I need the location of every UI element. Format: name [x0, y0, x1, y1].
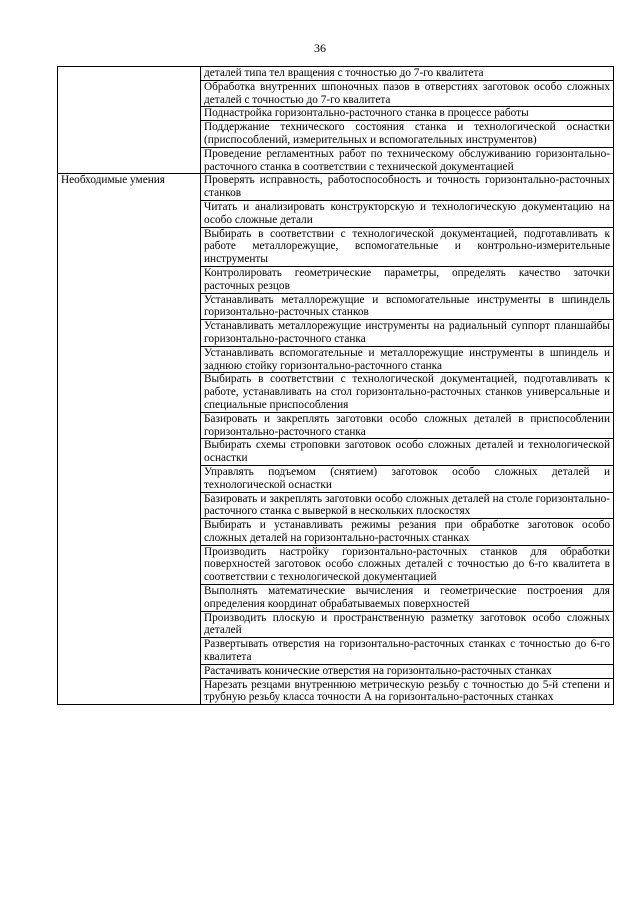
skill-cell: Устанавливать вспомогательные и металлорежущие инструменты в шпиндель и заднюю стойку горизонтально-расточного станка [201, 346, 614, 373]
skill-cell: Контролировать геометрические параметры, определять качество заточки расточных резцов [201, 266, 614, 293]
skill-cell: Выбирать в соответствии с технологической документацией, подготавливать к работе, устанавливать на стол горизонтально-расточных станков универсальные и специальные приспособления [201, 373, 614, 412]
skill-cell: Устанавливать металлорежущие и вспомогательные инструменты в шпиндель горизонтально-расточных станков [201, 293, 614, 320]
section-title-cell: Необходимые умения [58, 174, 201, 705]
skill-cell: Управлять подъемом (снятием) заготовок особо сложных деталей и технологической оснастки [201, 465, 614, 492]
work-action-cell: деталей типа тел вращения с точностью до 7-го квалитета [201, 67, 614, 81]
page-number: 36 [314, 41, 326, 55]
work-action-cell: Обработка внутренних шпоночных пазов в отверстиях заготовок особо сложных деталей с точностью до 7-го квалитета [201, 80, 614, 107]
table-row [58, 174, 614, 201]
skill-cell: Устанавливать металлорежущие инструменты на радиальный суппорт планшайбы горизонтально-расточного станка [201, 320, 614, 347]
empty-label-cell [58, 67, 201, 174]
standard-table [57, 66, 614, 705]
work-action-cell: Проведение регламентных работ по техническому обслуживанию горизонтально-расточного станка в соответствии с технической документацией [201, 147, 614, 174]
skill-cell: Базировать и закреплять заготовки особо сложных деталей на столе горизонтально-расточного станка с выверкой в нескольких плоскостях [201, 492, 614, 519]
work-action-cell: Поддержание технического состояния станка и технологической оснастки (приспособлений, измерительных и вспомогательных инструментов) [201, 121, 614, 148]
skill-cell: Производить плоскую и пространственную разметку заготовок особо сложных деталей [201, 611, 614, 638]
skill-cell: Развертывать отверстия на горизонтально-расточных станках с точностью до 6-го квалитета [201, 638, 614, 665]
table-body [58, 67, 614, 705]
skill-cell: Выбирать в соответствии с технологической документацией, подготавливать к работе металлорежущие, вспомогательные и контрольно-измерительные инструменты [201, 227, 614, 266]
skill-cell: Базировать и закреплять заготовки особо сложных деталей в приспособлении горизонтально-расточного станка [201, 412, 614, 439]
skill-cell: Растачивать конические отверстия на горизонтально-расточных станках [201, 664, 614, 678]
table-row [58, 67, 614, 81]
skill-cell: Выполнять математические вычисления и геометрические построения для определения координат обрабатываемых поверхностей [201, 585, 614, 612]
skill-cell: Проверять исправность, работоспособность и точность горизонтально-расточных станков [201, 174, 614, 201]
skill-cell: Производить настройку горизонтально-расточных станков для обработки поверхностей заготовок особо сложных деталей с точностью до 6-го квалитета в соответствии с технологической документацией [201, 545, 614, 584]
skill-cell: Читать и анализировать конструкторскую и технологическую документацию на особо сложные детали [201, 200, 614, 227]
work-action-cell: Поднастройка горизонтально-расточного станка в процессе работы [201, 107, 614, 121]
skill-cell: Выбирать и устанавливать режимы резания при обработке заготовок особо сложных деталей на горизонтально-расточных станках [201, 519, 614, 546]
skill-cell: Выбирать схемы строповки заготовок особо сложных деталей и технологической оснастки [201, 439, 614, 466]
skill-cell: Нарезать резцами внутреннюю метрическую резьбу с точностью до 5-й степени и трубную резьбу класса точности А на горизонтально-расточных станках [201, 678, 614, 705]
